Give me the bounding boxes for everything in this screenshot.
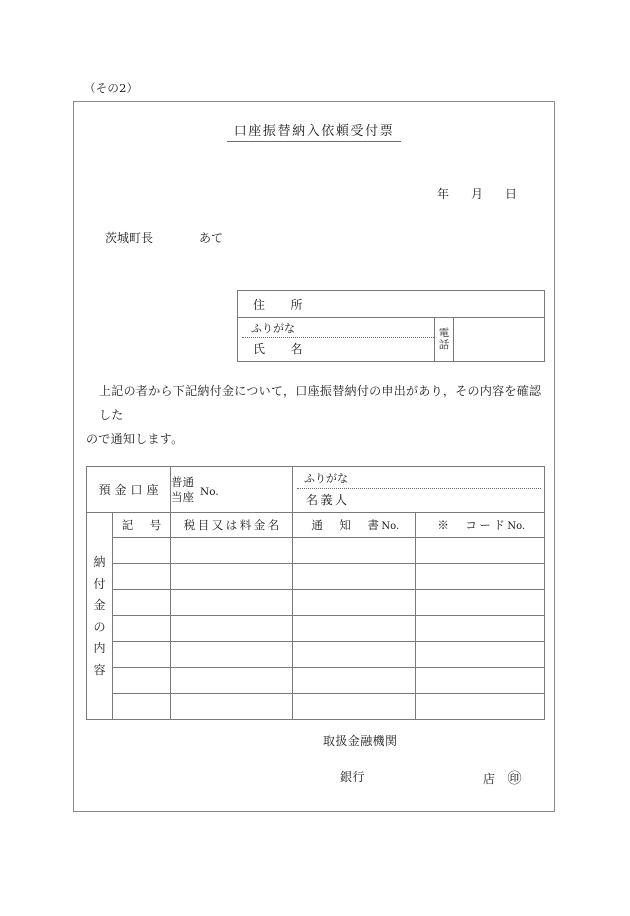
cell-code[interactable] (416, 642, 545, 668)
applicant-furigana-label: ふりがな (251, 322, 295, 335)
body-paragraph-line-1: 上記の者から下記納付金について，口座振替納付の申出があり，その内容を確認した (99, 384, 542, 422)
cell-code[interactable] (416, 538, 545, 564)
account-number-label: No. (200, 485, 219, 498)
cell-kigo[interactable] (113, 538, 171, 564)
vertical-label-char-2: 付 (93, 576, 106, 591)
branch-line (483, 768, 522, 788)
addressee-suffix: あて (199, 231, 224, 245)
cell-tsuchisho[interactable] (293, 668, 416, 694)
cell-code[interactable] (416, 590, 545, 616)
account-row (87, 467, 545, 513)
column-header-kigo-label: 記 号 (121, 518, 164, 532)
date-month-label: 月 (470, 187, 483, 201)
tel-char-2: 話 (438, 338, 450, 351)
tel-char-1: 電 (438, 327, 450, 340)
cell-tsuchisho[interactable] (293, 564, 416, 590)
applicant-name-row (238, 318, 544, 361)
vertical-label-char-5: 内 (93, 641, 106, 656)
addressee-name: 茨城町長 (105, 231, 154, 245)
account-label: 預金口座 (87, 467, 171, 513)
body-paragraph (86, 379, 544, 451)
table-row (87, 642, 545, 668)
body-paragraph-line-2: ので通知します。 (86, 432, 184, 446)
column-header-code-label: ※ コード (437, 518, 508, 532)
column-header-code (416, 513, 545, 538)
applicant-name-label: 氏 名 (253, 342, 304, 356)
column-header-tsuchisho (293, 513, 416, 538)
cell-tsuchisho[interactable] (293, 694, 416, 720)
applicant-info-box (237, 290, 545, 362)
account-type-current[interactable]: 当座 (171, 489, 195, 504)
vertical-label-char-4: の (93, 619, 106, 634)
cell-code[interactable] (416, 694, 545, 720)
account-holder-cell (293, 467, 545, 513)
cell-tsuchisho[interactable] (293, 538, 416, 564)
cell-kigo[interactable] (113, 590, 171, 616)
applicant-name-cell (238, 318, 435, 361)
column-header-code-no: No. (507, 521, 526, 532)
column-header-tsuchisho-label: 通 知 書 (311, 518, 382, 532)
date-line (426, 185, 528, 202)
handling-institution-label: 取扱金融機関 (323, 734, 398, 748)
account-type-ordinary[interactable]: 普通 (171, 475, 195, 490)
cell-zeimoku[interactable] (171, 564, 293, 590)
applicant-furigana-dotted-rule (242, 337, 434, 338)
account-holder-furigana-label: ふりがな (304, 472, 349, 485)
seal-mark-icon: ㊞ (507, 771, 523, 787)
cell-zeimoku[interactable] (171, 590, 293, 616)
cell-zeimoku[interactable] (171, 694, 293, 720)
column-header-zeimoku (171, 513, 293, 538)
vertical-label-char-3: 金 (93, 598, 106, 613)
table-row (87, 694, 545, 720)
cell-tsuchisho[interactable] (293, 642, 416, 668)
cell-kigo[interactable] (113, 668, 171, 694)
document-title-text: 口座振替納入依頼受付票 (227, 120, 402, 142)
applicant-address-row (238, 291, 544, 318)
applicant-address-label: 住 所 (253, 297, 304, 312)
cell-kigo[interactable] (113, 616, 171, 642)
column-header-zeimoku-label: 税目又は料金名 (183, 518, 282, 532)
table-header-row (87, 513, 545, 538)
account-type-stack (171, 475, 194, 504)
vertical-label-char-6: 容 (93, 662, 106, 677)
payment-details-table (86, 466, 545, 720)
cell-code[interactable] (416, 668, 545, 694)
cell-code[interactable] (416, 564, 545, 590)
document-title (74, 120, 554, 142)
cell-zeimoku[interactable] (171, 538, 293, 564)
cell-kigo[interactable] (113, 694, 171, 720)
applicant-tel-value[interactable] (454, 318, 544, 361)
cell-zeimoku[interactable] (171, 642, 293, 668)
table-row (87, 590, 545, 616)
cell-kigo[interactable] (113, 564, 171, 590)
table-row (87, 668, 545, 694)
table-row (87, 538, 545, 564)
column-header-kigo (113, 513, 171, 538)
vertical-label-char-1: 納 (93, 555, 106, 570)
form-outer-frame (73, 101, 555, 812)
table-row (87, 616, 545, 642)
date-year-label: 年 (436, 187, 449, 201)
date-day-label: 日 (504, 187, 517, 201)
cell-zeimoku[interactable] (171, 668, 293, 694)
bank-label: 銀行 (340, 770, 366, 784)
column-header-tsuchisho-no: No. (381, 521, 400, 532)
form-variant-label: （その2） (84, 81, 139, 95)
branch-label: 店 (483, 772, 496, 786)
applicant-tel-label (435, 318, 454, 361)
account-holder-label: 名義人 (306, 493, 350, 507)
account-type-cell[interactable] (171, 467, 293, 513)
cell-tsuchisho[interactable] (293, 590, 416, 616)
account-holder-dotted-rule (297, 488, 541, 489)
cell-zeimoku[interactable] (171, 616, 293, 642)
cell-code[interactable] (416, 616, 545, 642)
cell-tsuchisho[interactable] (293, 616, 416, 642)
payment-section-vertical-label (87, 513, 113, 720)
cell-kigo[interactable] (113, 642, 171, 668)
addressee-line (105, 229, 223, 246)
table-row (87, 564, 545, 590)
